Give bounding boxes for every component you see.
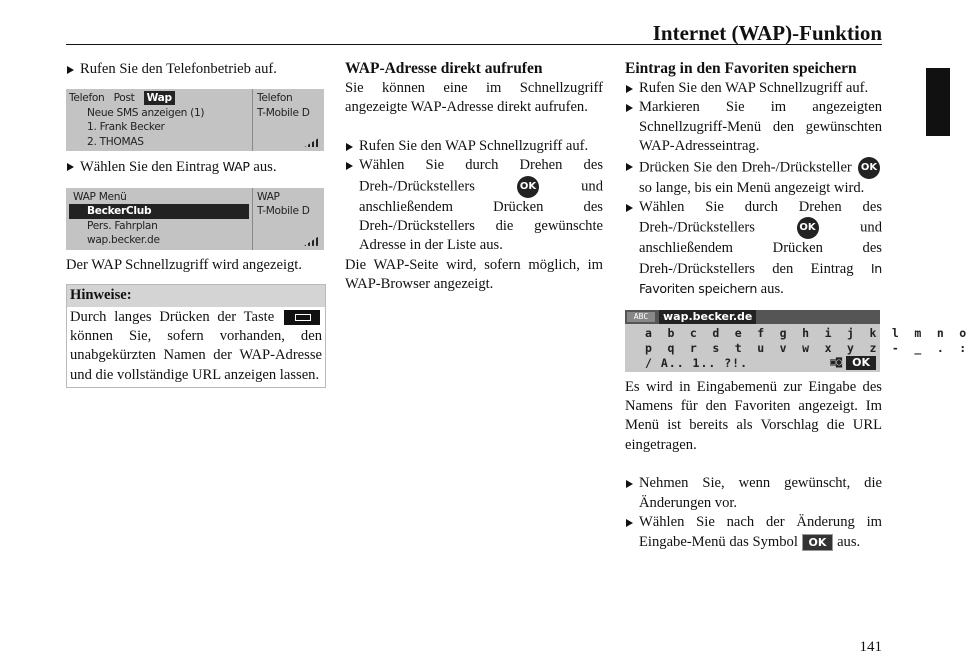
screen-phone-menu bbox=[66, 89, 324, 151]
chapter-thumb-tab bbox=[926, 68, 950, 136]
note-box bbox=[66, 284, 326, 388]
keyboard-row: a b c d e f g h i j k l m n o bbox=[645, 325, 970, 340]
step-select-wap: Wählen Sie den Eintrag WAP aus. bbox=[66, 157, 324, 177]
display-key-icon bbox=[284, 310, 320, 325]
paragraph-intro: Sie können eine im Schnellzugriff angezeigte WAP-Adresse direkt aufrufen. bbox=[345, 80, 603, 116]
paragraph-page-shown: Die WAP-Seite wird, sofern möglich, im WAP-Browser angezeigt. bbox=[345, 256, 603, 293]
step-select-ok: Wählen Sie nach der Änderung im Eingabe-Menü das Symbol OK aus. bbox=[625, 513, 882, 552]
keyboard-symbols-icon: ▣◙ bbox=[829, 356, 842, 368]
screen-row: wap.becker.de bbox=[87, 234, 160, 247]
screen-wap-menu bbox=[66, 188, 324, 250]
step-select-save-favorites: Wählen Sie durch Drehen des Dreh-/Drückstellers OK und anschließendem Drücken des Dreh-/Drückstellers den Eintrag In Favoriten speichern aus. bbox=[625, 198, 882, 300]
screen-input-keyboard bbox=[625, 309, 970, 372]
step-mark-entry: Markieren Sie im angezeigten Schnellzugriff-Menü den gewünschten WAP-Adresseintrag. bbox=[625, 98, 882, 156]
screen-row: 2. THOMAS bbox=[87, 135, 144, 148]
screen-tab-post: Post bbox=[113, 92, 135, 105]
note-heading: Hinweise: bbox=[67, 285, 325, 306]
screen-status-network: T-Mobile D bbox=[257, 106, 310, 119]
paragraph-quick-access-shown: Der WAP Schnellzugriff wird angezeigt. bbox=[66, 256, 303, 273]
ok-knob-icon: OK bbox=[797, 217, 819, 239]
ok-knob-icon: OK bbox=[858, 157, 880, 179]
screen-status-mode: Telefon bbox=[257, 92, 293, 105]
paragraph-input-menu: Es wird in Eingabemenü zur Eingabe des Namens für den Favoriten angezeigt. Im Menü ist bereits als Vorschlag die URL eingetragen. bbox=[625, 378, 882, 453]
input-url-field: wap.becker.de bbox=[659, 310, 756, 324]
step-open-quick-access: Rufen Sie den WAP Schnellzugriff auf. bbox=[345, 137, 603, 156]
column-3 bbox=[625, 58, 970, 552]
screen-row: Pers. Fahrplan bbox=[87, 219, 158, 232]
screen-status-network: T-Mobile D bbox=[257, 205, 310, 218]
column-2 bbox=[345, 58, 603, 295]
screen-row-selected: BeckerClub bbox=[69, 204, 249, 219]
step-make-changes: Nehmen Sie, wenn gewünscht, die Änderungen vor. bbox=[625, 474, 882, 513]
section-heading-save-favorites: Eintrag in den Favoriten speichern bbox=[625, 60, 857, 77]
screen-tab-wap: Wap bbox=[144, 91, 175, 105]
screen-row: Neue SMS anzeigen (1) bbox=[87, 106, 205, 119]
keyboard-row: p q r s t u v w x y z - _ . : bbox=[645, 340, 970, 355]
section-heading-direct-call: WAP-Adresse direkt aufrufen bbox=[345, 60, 543, 77]
screen-status-mode: WAP bbox=[257, 190, 280, 203]
page-title: Internet (WAP)-Funktion bbox=[652, 21, 882, 45]
column-1 bbox=[66, 58, 324, 388]
screen-row: WAP Menü bbox=[73, 190, 127, 203]
ui-entry-wap: WAP bbox=[222, 159, 250, 175]
ok-symbol-icon: OK bbox=[802, 534, 834, 551]
screen-row: 1. Frank Becker bbox=[87, 121, 165, 134]
step-press-knob: Drücken Sie den Dreh-/Drücksteller OK so lange, bis ein Menü angezeigt wird. bbox=[625, 157, 882, 198]
ok-knob-icon: OK bbox=[517, 176, 539, 198]
step-select-address: Wählen Sie durch Drehen des Dreh-/Drückstellers OK und anschließendem Drücken des Dreh-/Drückstellers die gewünschte Adresse in der Liste aus. bbox=[345, 156, 603, 256]
ui-entry-save-favorites: In Favoriten speichern bbox=[639, 260, 882, 297]
screen-tab-telefon: Telefon bbox=[69, 92, 105, 105]
step-open-phone: Rufen Sie den Telefonbetrieb auf. bbox=[66, 60, 324, 79]
page-number: 141 bbox=[859, 639, 882, 655]
title-rule bbox=[66, 44, 882, 45]
keyboard-row: / A.. 1.. ?!. bbox=[645, 355, 749, 370]
keyboard-ok-key: OK bbox=[846, 356, 876, 370]
input-mode-badge: ABC bbox=[627, 312, 655, 322]
step-open-quick-access: Rufen Sie den WAP Schnellzugriff auf. bbox=[625, 79, 882, 98]
note-text: Durch langes Drücken der Taste können Sie, sofern vorhanden, den unabgekürzten Namen der WAP-Adresse und die vollständige URL anzeigen lassen. bbox=[70, 308, 322, 383]
